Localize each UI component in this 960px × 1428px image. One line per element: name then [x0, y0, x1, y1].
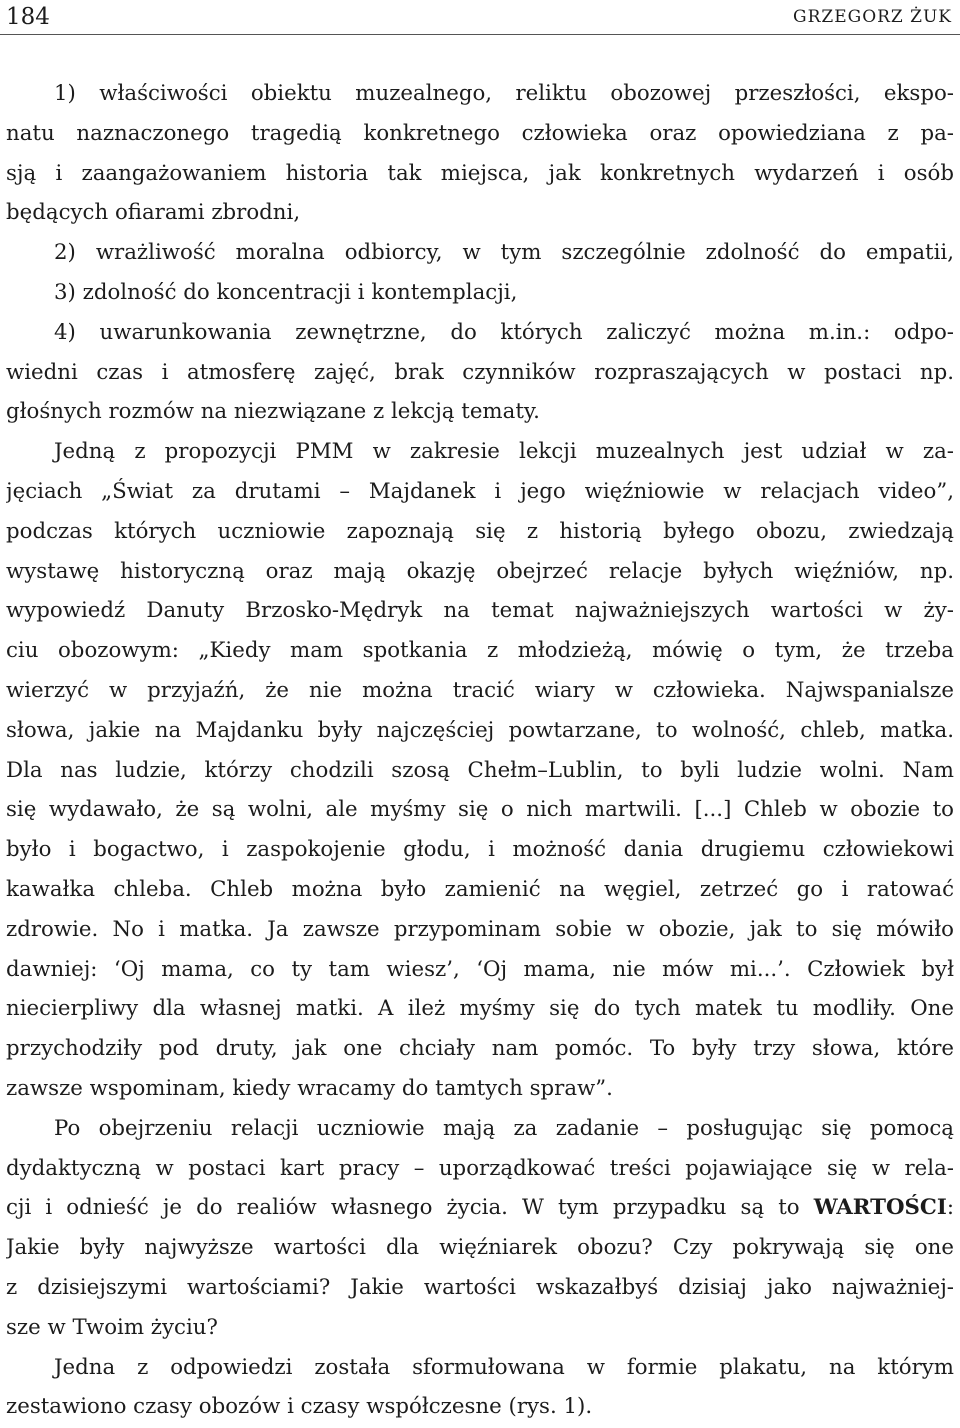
text-line: wystawę historyczną oraz mają okazję obejrzeć relacje byłych więźniów, np.	[6, 558, 954, 584]
text-line: sze w Twoim życiu?	[6, 1314, 218, 1340]
text-line: 4) uwarunkowania zewnętrzne, do których zaliczyć można m.in.: odpo-	[54, 319, 954, 345]
text-line: Jakie były najwyższe wartości dla więźniarek obozu? Czy pokrywają się one	[6, 1235, 954, 1261]
emphasis-wartosci: WARTOŚCI	[813, 1195, 947, 1221]
text-line: słowa, jakie na Majdanku były najczęściej powtarzane, to wolność, chleb, matka.	[6, 717, 954, 743]
page-number: 184	[6, 4, 50, 30]
text-line: 2) wrażliwość moralna odbiorcy, w tym szczególnie zdolność do empatii,	[54, 240, 954, 266]
text-line: 1) właściwości obiektu muzealnego, reliktu obozowej przeszłości, ekspo-	[54, 81, 954, 106]
text-line: Jedną z propozycji PMM w zakresie lekcji muzealnych jest udział w za-	[54, 439, 954, 465]
text-line: się wydawało, że są wolni, ale myśmy się o nich martwili. [...] Chleb w obozie to	[6, 797, 954, 823]
text-line: podczas których uczniowie zapoznają się z historią byłego obozu, zwiedzają	[6, 518, 954, 544]
text-line: ciu obozowym: „Kiedy mam spotkania z młodzieżą, mówię o tym, że trzeba	[6, 638, 954, 664]
body-text	[6, 74, 954, 1427]
text-line: było i bogactwo, i zaspokojenie głodu, i możność dania drugiemu człowiekowi	[6, 837, 954, 863]
text-line: kawałka chleba. Chleb można było zamienić na węgiel, zetrzeć go i ratować	[6, 876, 954, 902]
text-line: zestawiono czasy obozów i czasy współczesne (rys. 1).	[6, 1394, 593, 1420]
page-header	[0, 0, 960, 35]
text-line: dydaktyczną w postaci kart pracy – uporządkować treści pojawiające się w rela-	[6, 1155, 954, 1181]
text-line: wierzyć w przyjaźń, że nie można tracić wiary w człowieka. Najwspanialsze	[6, 677, 954, 703]
text-line: sją i zaangażowaniem historia tak miejsca, jak konkretnych wydarzeń i osób	[6, 160, 954, 186]
text-line: zdrowie. No i matka. Ja zawsze przypominam sobie w obozie, jak to się mówiło	[6, 916, 954, 942]
text-segment: :	[946, 1195, 954, 1221]
text-line: jęciach „Świat za drutami – Majdanek i jego więźniowie w relacjach video”,	[6, 478, 954, 504]
text-line: dawniej: ‘Oj mama, co ty tam wiesz’, ‘Oj mama, nie mów mi...’. Człowiek był	[6, 956, 954, 982]
running-head-author: GRZEGORZ ŻUK	[793, 7, 952, 27]
text-line: niecierpliwy dla własnej matki. A ileż myśmy się do tych matek tu modliły. One	[6, 996, 954, 1022]
text-line: Dla nas ludzie, którzy chodzili szosą Chełm–Lublin, to byli ludzie wolni. Nam	[6, 757, 954, 783]
text-line: głośnych rozmów na niezwiązane z lekcją tematy.	[6, 399, 540, 425]
text-line: Jedna z odpowiedzi została sformułowana w formie plakatu, na którym	[54, 1354, 954, 1380]
text-line: wiedni czas i atmosferę zajęć, brak czynników rozpraszających w postaci np.	[6, 359, 954, 385]
text-line: zawsze wspominam, kiedy wracamy do tamtych spraw”.	[6, 1075, 613, 1101]
text-segment: cji i odnieść je do realiów własnego życia. W tym przypadku są to	[6, 1195, 814, 1221]
text-line: wypowiedź Danuty Brzosko-Mędryk na temat najważniejszych wartości w ży-	[6, 598, 954, 624]
text-line: będących ofiarami zbrodni,	[6, 200, 301, 226]
text-line: z dzisiejszymi wartościami? Jakie wartości wskazałbyś dzisiaj jako najważniej-	[6, 1274, 954, 1300]
text-line: Po obejrzeniu relacji uczniowie mają za zadanie – posługując się pomocą	[54, 1115, 954, 1141]
text-line-with-emphasis	[6, 1188, 954, 1228]
text-line: 3) zdolność do koncentracji i kontemplacji,	[54, 279, 518, 305]
text-line: przychodziły pod druty, jak one chciały nam pomóc. To były trzy słowa, które	[6, 1036, 954, 1062]
text-line: natu naznaczonego tragedią konkretnego człowieka oraz opowiedziana z pa-	[6, 120, 954, 146]
